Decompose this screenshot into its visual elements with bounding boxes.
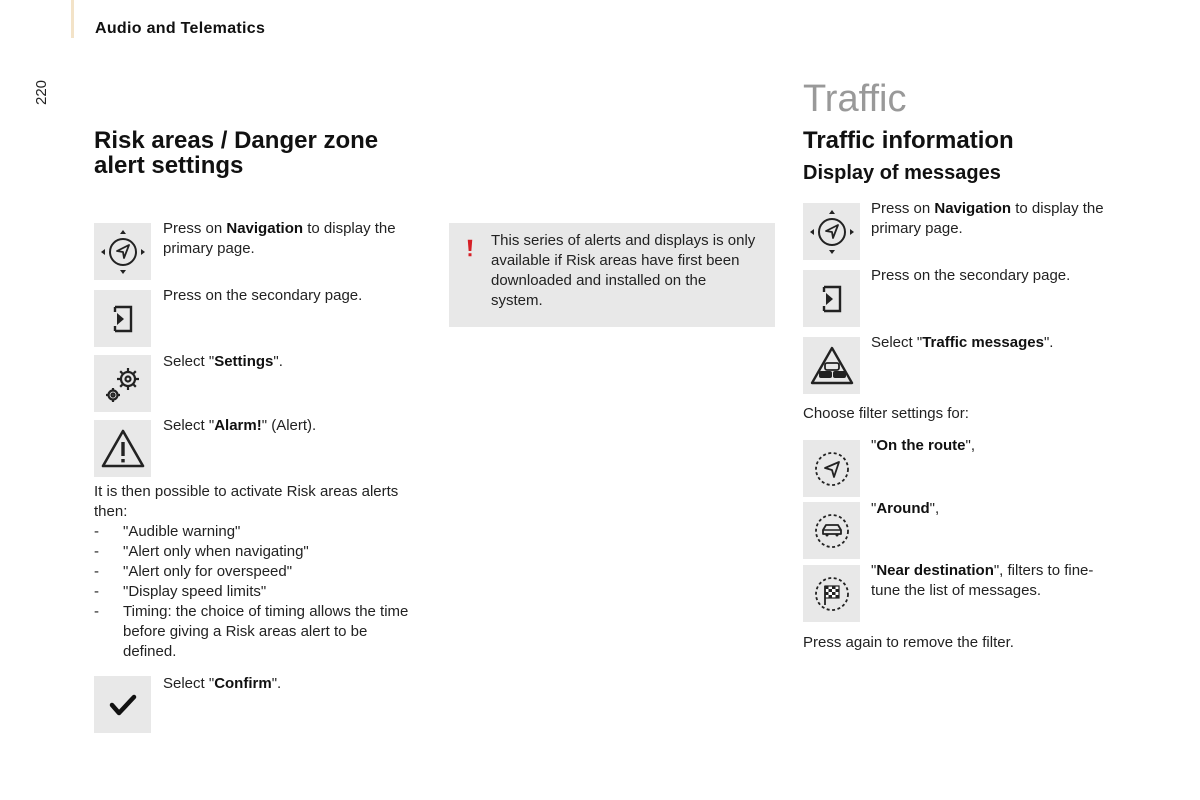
warning-exclamation-icon [467,235,473,261]
filter-outro: Press again to remove the filter. [803,634,1014,651]
left-step-secondary-text: Press on the secondary page. [163,287,363,304]
list-item: - "Alert only for overspeed" [94,563,293,580]
right-step-traffic-text: Select "Traffic messages". [871,334,1054,351]
risk-alert-intro: It is then possible to activate Risk areas alerts then: [94,483,399,520]
list-item: - "Display speed limits" [94,583,267,600]
left-step-navigation-text: Press on Navigation to display the primary page. [163,220,396,257]
settings-gears-icon [94,355,151,412]
left-heading-line1: Risk areas / Danger zone [94,127,379,154]
on-route-icon [803,440,860,497]
chapter-title: Traffic [803,78,907,120]
note-text: This series of alerts and displays is only available if Risk areas have first been downloaded and installed on the system. [491,232,756,309]
filter-intro: Choose filter settings for: [803,405,969,422]
filter-around-text: "Around", [871,500,940,517]
left-heading-line2: alert settings [94,152,244,179]
traffic-messages-icon [803,337,860,394]
filter-near-destination-text: "Near destination", filters to fine-tune the list of messages. [871,562,1094,599]
left-step-alert-text: Select "Alarm!" (Alert). [163,417,317,434]
alert-triangle-icon [94,420,151,477]
left-step-confirm-text: Select "Confirm". [163,675,282,692]
secondary-page-icon [803,270,860,327]
page-number: 220 [33,79,51,106]
note-box [449,223,775,327]
right-subheading: Display of messages [803,162,1001,184]
header-accent-bar [71,0,74,38]
section-title: Audio and Telematics [95,20,266,37]
risk-alert-options [94,482,414,662]
secondary-page-icon [94,290,151,347]
navigation-compass-icon [94,223,151,280]
filter-on-route-text: "On the route", [871,437,975,454]
checkmark-icon [94,676,151,733]
navigation-compass-icon [803,203,860,260]
left-step-settings-text: Select "Settings". [163,353,283,370]
right-step-secondary-text: Press on the secondary page. [871,267,1071,284]
near-destination-flag-icon [803,565,860,622]
around-car-icon [803,502,860,559]
list-item: - "Audible warning" [94,523,241,540]
list-item: - "Alert only when navigating" [94,543,309,560]
left-heading [94,128,378,178]
right-step-navigation-text: Press on Navigation to display the primary page. [871,200,1104,237]
right-heading: Traffic information [803,127,1014,154]
list-item: - Timing: the choice of timing allows the time before giving a Risk areas alert to be defined. [94,603,409,660]
